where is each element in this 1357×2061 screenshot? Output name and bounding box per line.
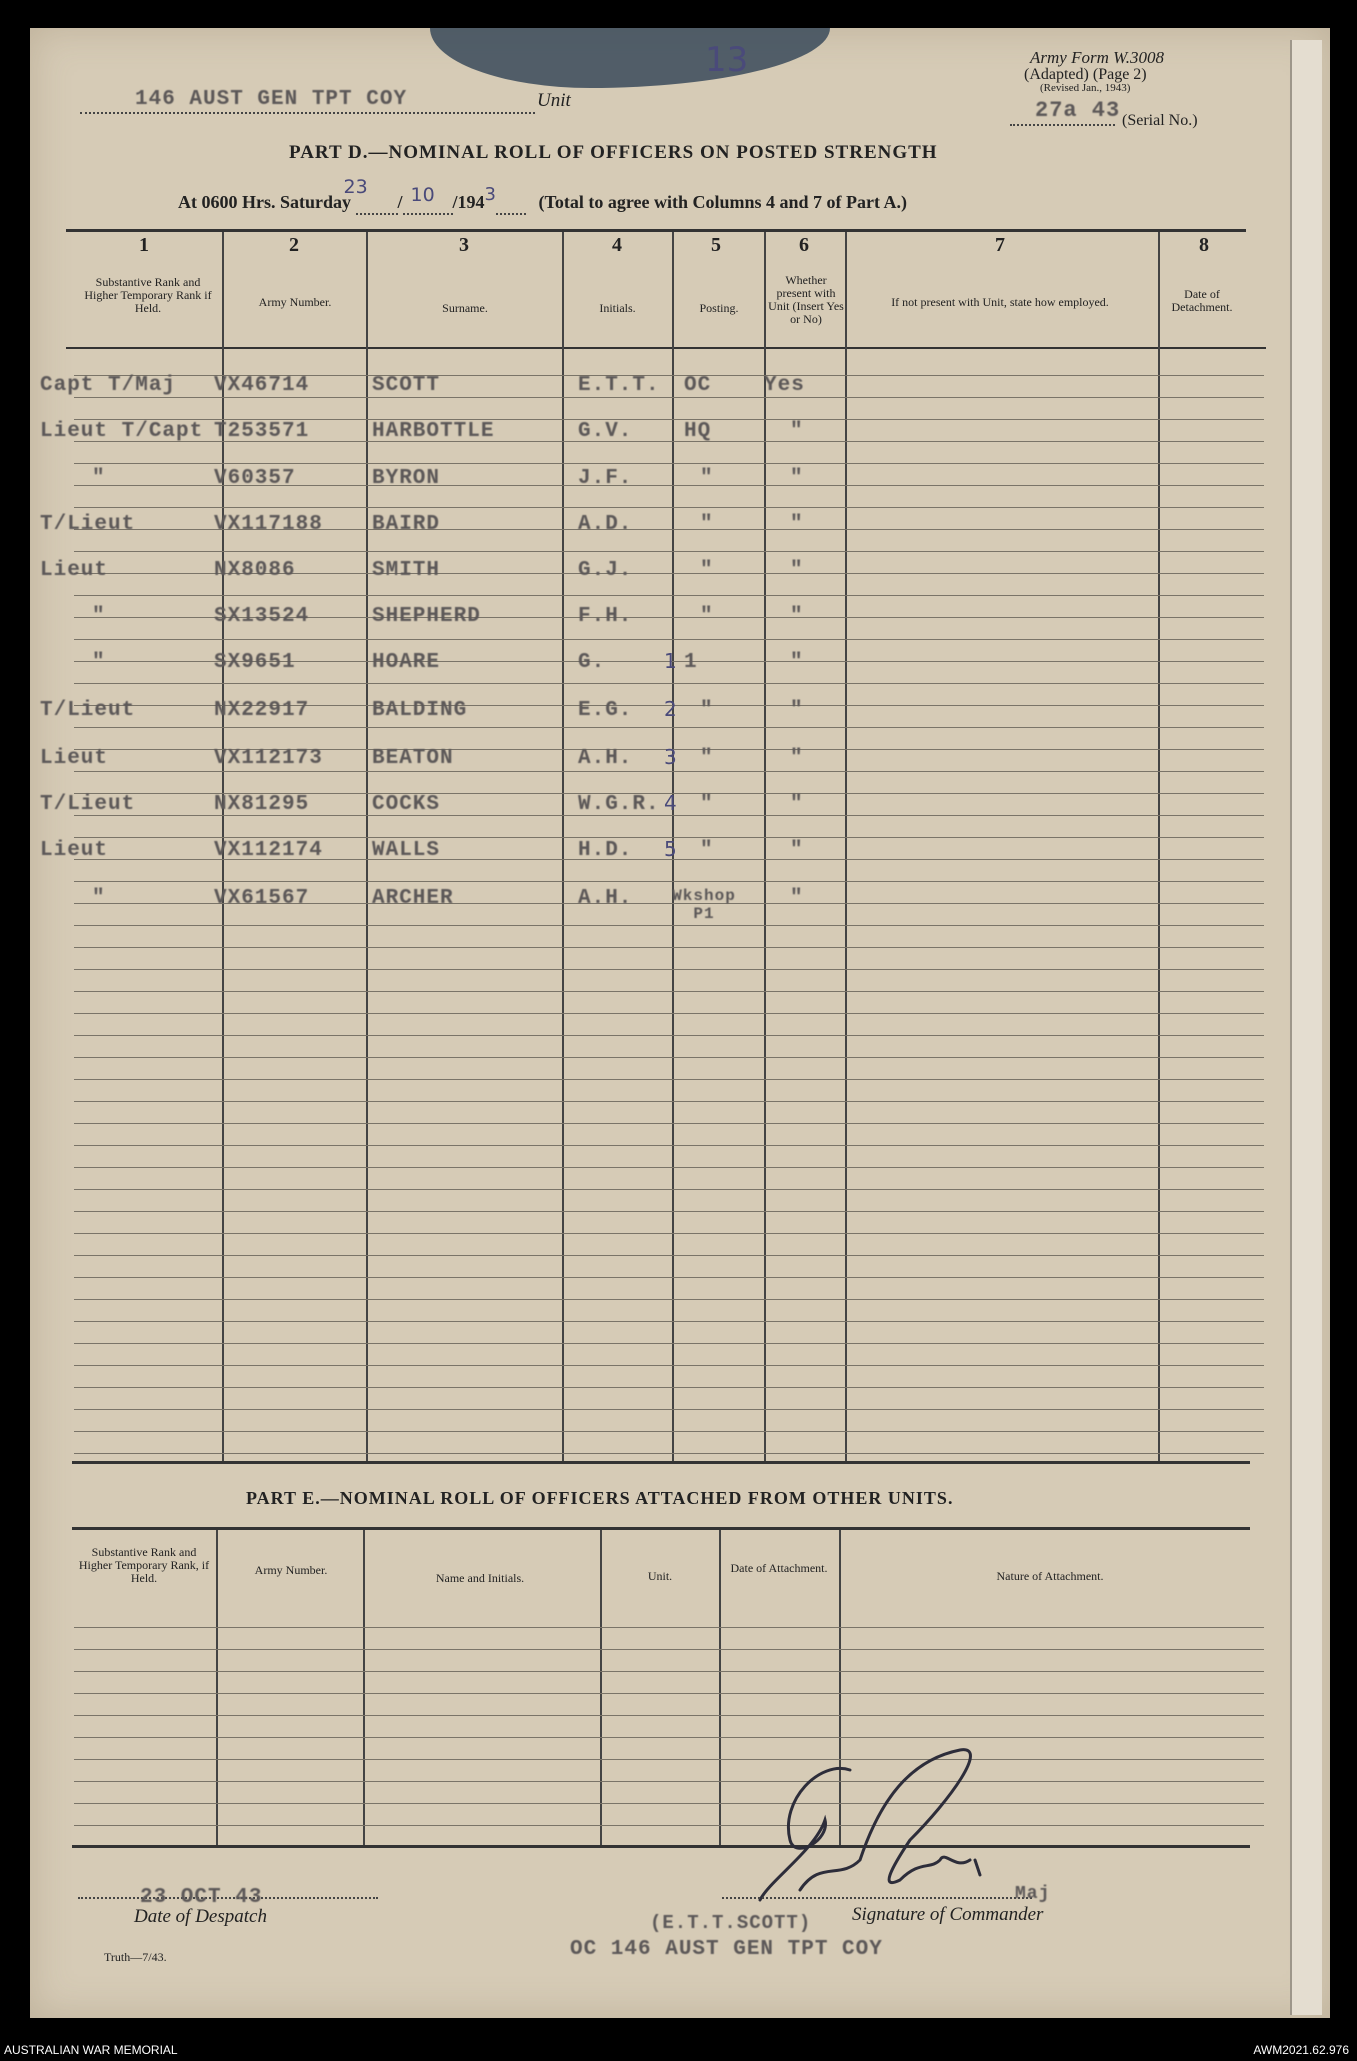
ruled-line: [74, 991, 1264, 992]
row-number: SX13524: [214, 605, 310, 628]
ruled-line: [74, 1167, 1264, 1168]
date-month: 10: [410, 184, 435, 206]
e-head-nature: Nature of Attachment.: [996, 1569, 1104, 1583]
row-surname: HOARE: [372, 651, 441, 674]
row-surname: SHEPHERD: [372, 605, 481, 628]
part-e-divider-4: [719, 1530, 721, 1845]
row-rank: ": [92, 651, 106, 674]
ruled-line: [74, 1299, 1264, 1300]
form-adapted: (Adapted) (Page 2): [1024, 66, 1147, 83]
row-initials: A.H.: [578, 887, 633, 910]
part-e-top-rule: [72, 1527, 1250, 1530]
row-initials: G.V.: [578, 420, 633, 443]
row-present: ": [790, 793, 804, 816]
credits-right: AWM2021.62.976: [1253, 2043, 1349, 2057]
row-surname: ARCHER: [372, 887, 454, 910]
col-num-8: 8: [1199, 234, 1209, 256]
row-posting: ": [700, 559, 714, 582]
row-surname: BALDING: [372, 699, 468, 722]
col-num-7: 7: [995, 234, 1005, 256]
row-number: VX46714: [214, 374, 310, 397]
row-present: ": [790, 420, 804, 443]
row-mark: 1: [664, 649, 677, 673]
part-e-ruled-line: [74, 1825, 1264, 1826]
row-initials: E.G.: [578, 699, 633, 722]
row-rank: T/Lieut: [40, 793, 136, 816]
ruled-line: [74, 1277, 1264, 1278]
part-e-divider-3: [600, 1530, 602, 1845]
serial-dots: [1010, 124, 1115, 126]
row-initials: G.J.: [578, 559, 633, 582]
printer-mark: Truth—7/43.: [104, 1950, 167, 1964]
row-surname: COCKS: [372, 793, 441, 816]
part-e-ruled-line: [74, 1737, 1264, 1738]
row-rank: ": [92, 605, 106, 628]
row-posting: ": [700, 699, 714, 722]
ruled-line: [74, 397, 1264, 398]
row-rank: ": [92, 467, 106, 490]
row-number: T253571: [214, 420, 310, 443]
ruled-line: [74, 551, 1264, 552]
ruled-line: [74, 1123, 1264, 1124]
signer-name: (E.T.T.SCOTT): [650, 1912, 812, 1934]
row-posting: Wkshop P1: [672, 887, 736, 923]
col-num-6: 6: [799, 234, 809, 256]
row-rank: Lieut: [40, 559, 109, 582]
ruled-line: [74, 969, 1264, 970]
signature-dots: [722, 1897, 1032, 1899]
part-e-ruled-line: [74, 1627, 1264, 1628]
row-number: VX112173: [214, 747, 323, 770]
ruled-line: [74, 1431, 1264, 1432]
part-e-ruled-line: [74, 1649, 1264, 1650]
ruled-line: [74, 925, 1264, 926]
ruled-line: [74, 463, 1264, 464]
row-present: ": [790, 559, 804, 582]
row-posting: ": [700, 793, 714, 816]
part-e-title: PART E.—NOMINAL ROLL OF OFFICERS ATTACHED FROM OTHER UNITS.: [246, 1488, 954, 1508]
ruled-line: [74, 1101, 1264, 1102]
despatch-label: Date of Despatch: [134, 1906, 267, 1927]
ruled-line: [74, 881, 1264, 882]
e-head-name: Name and Initials.: [435, 1571, 525, 1585]
row-initials: E.T.T.: [578, 374, 660, 397]
row-number: V60357: [214, 467, 296, 490]
paper-edge: [1290, 40, 1322, 2015]
ruled-line: [74, 683, 1264, 684]
row-initials: A.D.: [578, 513, 633, 536]
row-mark: 5: [664, 837, 677, 861]
ruled-line: [74, 1321, 1264, 1322]
part-e-ruled-line: [74, 1693, 1264, 1694]
col-head-present: Whether present with Unit (Insert Yes or No): [768, 273, 844, 326]
table-bottom-rule: [72, 1461, 1250, 1464]
credits-left: AUSTRALIAN WAR MEMORIAL: [4, 2043, 178, 2057]
col-num-4: 4: [612, 234, 622, 256]
ruled-line: [74, 771, 1264, 772]
part-e-ruled-line: [74, 1715, 1264, 1716]
col-head-how-employed: If not present with Unit, state how employed.: [891, 295, 1109, 309]
row-posting: ": [700, 747, 714, 770]
col-num-5: 5: [711, 234, 721, 256]
credits-bar: [0, 2039, 1357, 2061]
date-prefix: At 0600 Hrs. Saturday: [178, 192, 352, 212]
ruled-line: [74, 1189, 1264, 1190]
despatch-date: 23 OCT 43: [140, 1886, 263, 1909]
part-e-divider-1: [216, 1530, 218, 1845]
ruled-line: [74, 727, 1264, 728]
row-initials: H.D.: [578, 839, 633, 862]
part-d-title: PART D.—NOMINAL ROLL OF OFFICERS ON POSTED STRENGTH: [289, 142, 938, 163]
row-posting: OC: [684, 374, 712, 397]
row-number: NX81295: [214, 793, 310, 816]
row-present: ": [790, 699, 804, 722]
part-e-ruled-line: [74, 1803, 1264, 1804]
row-present: ": [790, 747, 804, 770]
row-rank: Lieut: [40, 747, 109, 770]
year-prefix: /194: [452, 192, 485, 212]
ruled-line: [74, 1453, 1264, 1454]
ruled-line: [74, 1211, 1264, 1212]
e-head-date: Date of Attachment.: [730, 1561, 828, 1575]
row-posting: ": [700, 513, 714, 536]
unit-label: Unit: [537, 90, 571, 111]
ruled-line: [74, 1145, 1264, 1146]
col-num-3: 3: [459, 234, 469, 256]
ruled-line: [74, 1035, 1264, 1036]
form-revised: (Revised Jan., 1943): [1040, 82, 1131, 94]
row-present: ": [790, 467, 804, 490]
col-head-rank: Substantive Rank and Higher Temporary Rank if Held.: [84, 275, 212, 315]
e-head-rank: Substantive Rank and Higher Temporary Rank, if Held.: [78, 1545, 210, 1585]
row-mark: 4: [664, 791, 677, 815]
signature-label: Signature of Commander: [852, 1904, 1044, 1925]
ruled-line: [74, 1387, 1264, 1388]
row-surname: BAIRD: [372, 513, 441, 536]
ruled-line: [74, 639, 1264, 640]
total-note: (Total to agree with Columns 4 and 7 of Part A.): [538, 192, 907, 212]
row-posting: ": [700, 839, 714, 862]
col-num-1: 1: [139, 234, 149, 256]
row-mark: 2: [664, 697, 677, 721]
row-number: VX117188: [214, 513, 323, 536]
row-number: NX22917: [214, 699, 310, 722]
page-mark: 13: [705, 40, 749, 80]
row-present: ": [790, 605, 804, 628]
row-number: VX61567: [214, 887, 310, 910]
ruled-line: [74, 947, 1264, 948]
row-surname: SMITH: [372, 559, 441, 582]
ruled-line: [74, 1013, 1264, 1014]
row-number: VX112174: [214, 839, 323, 862]
row-initials: W.G.R.: [578, 793, 660, 816]
row-posting: 1: [684, 651, 698, 674]
row-surname: BYRON: [372, 467, 441, 490]
unit-value: 146 AUST GEN TPT COY: [135, 88, 408, 111]
part-e-ruled-line: [74, 1671, 1264, 1672]
row-number: SX9651: [214, 651, 296, 674]
row-present: ": [790, 839, 804, 862]
part-e-bottom-rule: [72, 1845, 1250, 1848]
date-line: At 0600 Hrs. Saturday 23 / 10 /1943 (Total to agree with Columns 4 and 7 of Part A.): [178, 192, 907, 215]
signer-rank: Maj: [1015, 1884, 1051, 1904]
unit-dots: [80, 112, 535, 114]
col-num-2: 2: [289, 234, 299, 256]
row-rank: T/Lieut: [40, 699, 136, 722]
col-head-number: Army Number.: [258, 295, 332, 309]
row-surname: SCOTT: [372, 374, 441, 397]
row-rank: Lieut: [40, 839, 109, 862]
row-initials: G.: [578, 651, 606, 674]
part-e-ruled-line: [74, 1759, 1264, 1760]
form-id: Army Form W.3008: [1030, 48, 1164, 67]
ruled-line: [74, 507, 1264, 508]
ruled-line: [74, 1343, 1264, 1344]
form-paper: [30, 28, 1330, 2018]
row-surname: BEATON: [372, 747, 454, 770]
row-present: ": [790, 887, 804, 910]
row-surname: HARBOTTLE: [372, 420, 495, 443]
e-head-number: Army Number.: [254, 1563, 328, 1577]
ruled-line: [74, 595, 1264, 596]
row-posting: ": [700, 605, 714, 628]
row-posting: HQ: [684, 420, 712, 443]
serial-value: 27a 43: [1035, 98, 1121, 123]
part-e-ruled-line: [74, 1781, 1264, 1782]
serial-label: (Serial No.): [1122, 112, 1198, 129]
year-digit: 3: [484, 184, 496, 205]
ruled-line: [74, 1233, 1264, 1234]
row-present: ": [790, 513, 804, 536]
row-number: NX8086: [214, 559, 296, 582]
signer-unit: OC 146 AUST GEN TPT COY: [570, 1938, 883, 1961]
date-day: 23: [343, 176, 368, 198]
col-head-initials: Initials.: [599, 301, 636, 315]
row-initials: A.H.: [578, 747, 633, 770]
row-surname: WALLS: [372, 839, 441, 862]
table-top-rule: [66, 229, 1246, 232]
ruled-line: [74, 1409, 1264, 1410]
table-header-rule: [66, 347, 1266, 349]
row-rank: Capt T/Maj: [40, 374, 177, 397]
row-initials: J.F.: [578, 467, 633, 490]
row-rank: Lieut T/Capt: [40, 420, 204, 443]
row-mark: 3: [664, 745, 677, 769]
ruled-line: [74, 1365, 1264, 1366]
row-initials: F.H.: [578, 605, 633, 628]
commander-signature: [730, 1740, 1030, 1910]
row-present: Yes: [764, 374, 805, 397]
col-head-posting: Posting.: [699, 301, 739, 315]
row-present: ": [790, 651, 804, 674]
col-head-surname: Surname.: [442, 301, 488, 315]
ruled-line: [74, 1079, 1264, 1080]
ruled-line: [74, 1255, 1264, 1256]
row-rank: T/Lieut: [40, 513, 136, 536]
ruled-line: [74, 1057, 1264, 1058]
row-posting: ": [700, 467, 714, 490]
row-rank: ": [92, 887, 106, 910]
part-e-divider-2: [363, 1530, 365, 1845]
col-head-detachment: Date of Detachment.: [1171, 287, 1233, 314]
e-head-unit: Unit.: [647, 1569, 673, 1583]
